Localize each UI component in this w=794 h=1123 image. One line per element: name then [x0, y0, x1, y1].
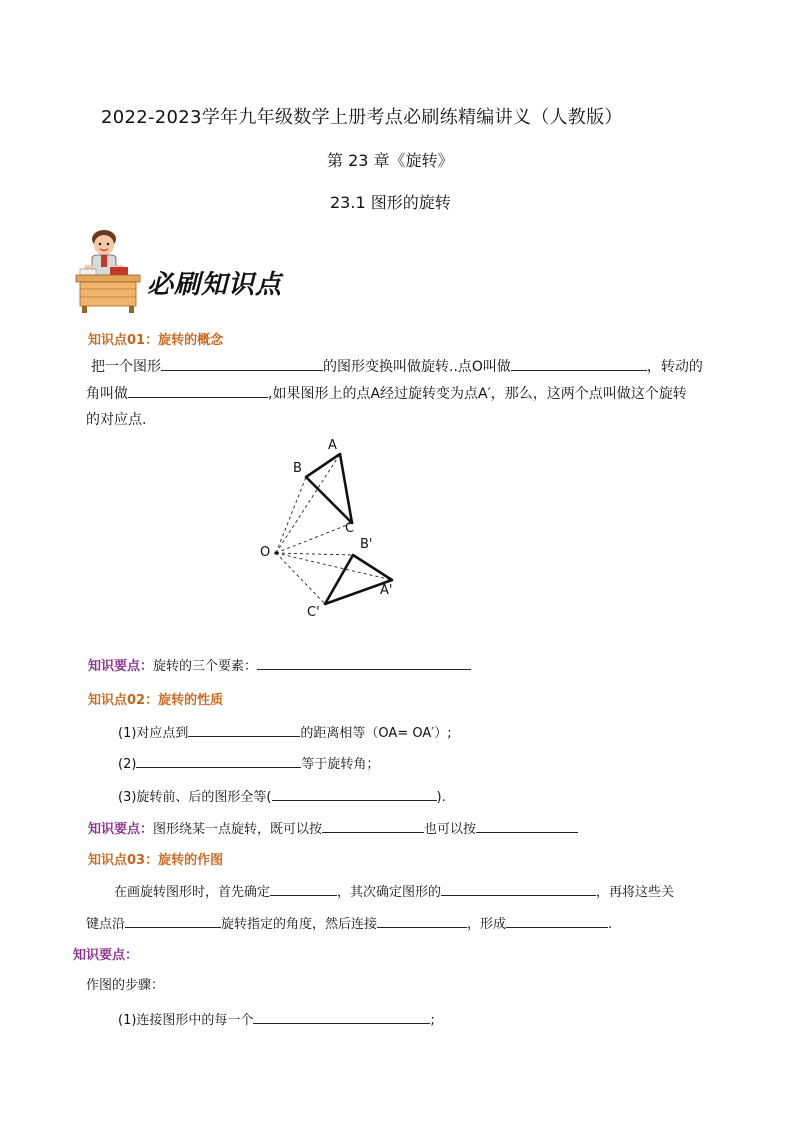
chapter-title: 第 23 章《旋转》 [327, 151, 454, 170]
kp2-text: ). [436, 790, 446, 805]
kp3-text: 键点沿 [86, 917, 126, 932]
kp1-heading: 知识点01：旋转的概念 [88, 333, 224, 348]
step1-line [118, 1008, 435, 1031]
blank[interactable] [257, 654, 471, 670]
blank[interactable] [253, 1008, 430, 1024]
kp2-heading: 知识点02：旋转的性质 [88, 693, 224, 708]
kp1-text: ,如果图形上的点A经过旋转变为点A′，那么，这两个点叫做这个旋转 [268, 386, 687, 402]
kp2-text: 等于旋转角； [301, 757, 380, 772]
req1-line [88, 654, 471, 677]
label-c: C [345, 521, 355, 536]
rotation-figure [255, 435, 405, 625]
kp2-text: 的距离相等（OA= OA′）; [300, 726, 452, 741]
kp3-line2 [86, 912, 612, 935]
label-b: B [293, 461, 302, 476]
kp2-item3 [118, 785, 446, 808]
kp1-line3: 的对应点. [86, 412, 147, 428]
blank[interactable] [136, 752, 301, 768]
kp3-text: ，形成 [467, 917, 507, 932]
step-text: ; [430, 1013, 435, 1028]
blank[interactable] [161, 355, 323, 371]
kp3-text: . [608, 917, 613, 932]
kp2-item1 [118, 721, 452, 744]
kp1-line1 [91, 355, 703, 377]
kp1-text: ，转动的 [646, 359, 703, 375]
kp2-text: (3)旋转前、后的图形全等( [118, 790, 272, 805]
req2-text: 图形绕某一点旋转，既可以按 [153, 822, 323, 837]
blank[interactable] [441, 880, 596, 896]
student-at-desk-icon [74, 227, 142, 313]
label-b-prime: B' [360, 537, 373, 552]
kp3-text: ，其次确定图形的 [337, 885, 442, 900]
blank[interactable] [188, 721, 300, 737]
kp3-line1 [114, 880, 674, 903]
kp1-line2 [86, 382, 687, 404]
req1-text: 旋转的三个要素： [153, 659, 258, 674]
kp2-item2 [118, 752, 379, 775]
kp3-text: 旋转指定的角度，然后连接 [221, 917, 378, 932]
kp3-text: ，再将这些关 [596, 885, 675, 900]
blank[interactable] [506, 912, 608, 928]
step-text: (1)连接图形中的每一个 [118, 1013, 254, 1028]
req3-label: 知识要点： [73, 948, 139, 963]
blank[interactable] [128, 382, 268, 398]
kp2-text: (1)对应点到 [118, 726, 189, 741]
blank[interactable] [270, 880, 337, 896]
blank[interactable] [511, 355, 647, 371]
req2-line [88, 817, 578, 840]
kp1-text: 把一个图形 [91, 359, 161, 375]
req-label: 知识要点： [88, 659, 154, 674]
kp1-text: 角叫做 [86, 386, 128, 402]
label-a: A [328, 438, 337, 453]
kp3-text: 在画旋转图形时，首先确定 [114, 885, 271, 900]
label-o: O [260, 545, 271, 560]
steps-title: 作图的步骤： [86, 978, 165, 993]
blank[interactable] [272, 785, 437, 801]
banner-title: 必刷知识点 [147, 270, 283, 300]
label-a-prime: A' [380, 583, 393, 598]
section-title: 23.1 图形的旋转 [330, 193, 451, 212]
req2-text: 也可以按 [424, 822, 477, 837]
blank[interactable] [476, 817, 578, 833]
blank[interactable] [125, 912, 221, 928]
kp1-text: 的图形变换叫做旋转..点O叫做 [323, 359, 511, 375]
req-label: 知识要点： [88, 822, 154, 837]
blank[interactable] [377, 912, 467, 928]
label-c-prime: C' [307, 605, 320, 620]
blank[interactable] [322, 817, 424, 833]
kp2-text: (2) [118, 757, 137, 772]
document-title: 2022-2023学年九年级数学上册考点必刷练精编讲义（人教版） [101, 107, 623, 128]
kp3-heading: 知识点03：旋转的作图 [88, 853, 224, 868]
